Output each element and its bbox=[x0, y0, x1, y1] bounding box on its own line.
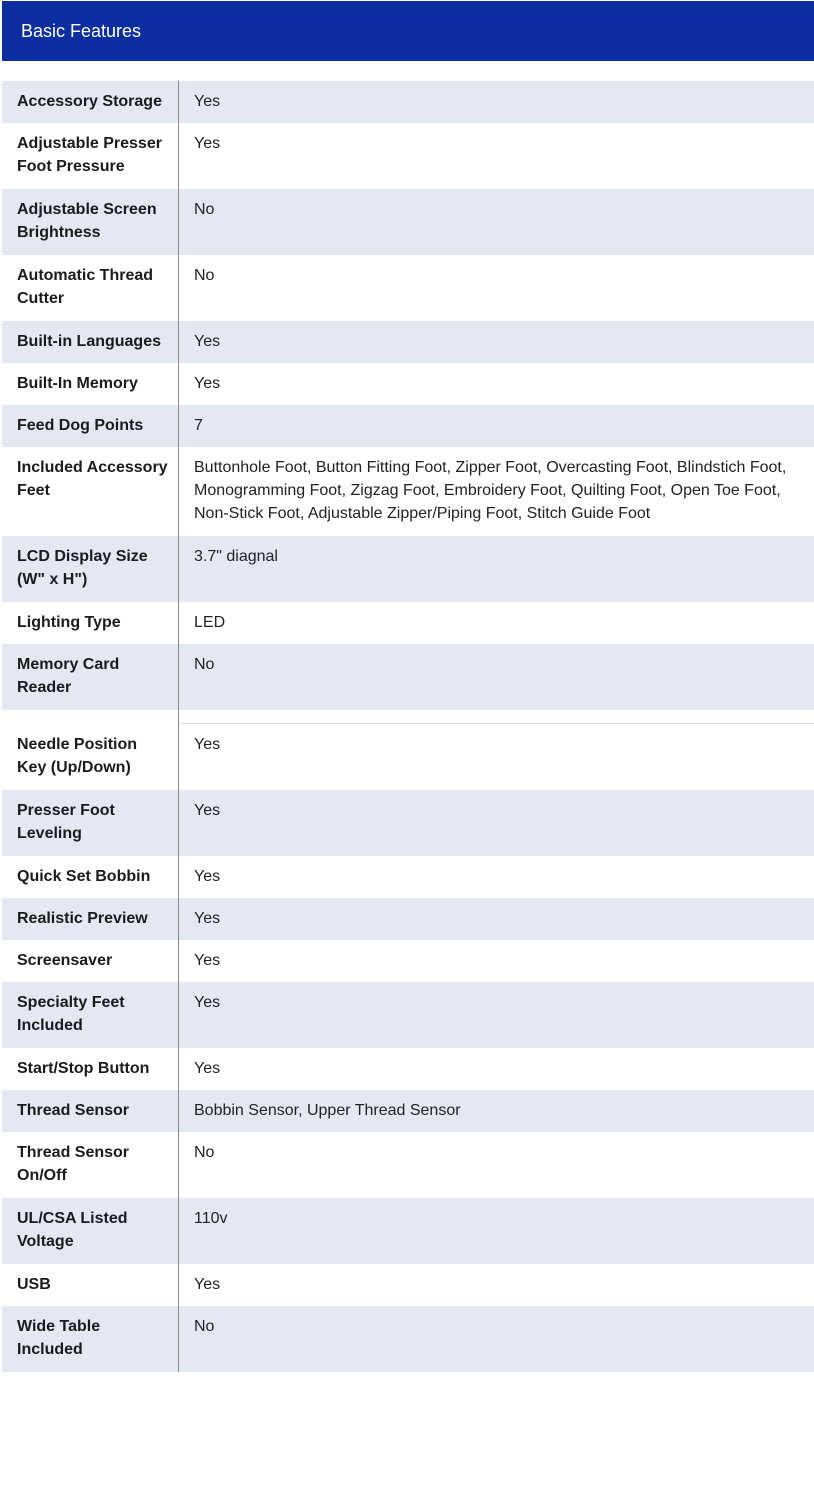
row-label: Realistic Preview bbox=[2, 898, 179, 940]
specifications-table bbox=[2, 81, 814, 1372]
row-value: No bbox=[194, 1144, 215, 1161]
table-row bbox=[2, 1090, 814, 1132]
table-row bbox=[2, 1048, 814, 1090]
row-label: Needle Position Key (Up/Down) bbox=[2, 724, 179, 790]
row-value: No bbox=[194, 656, 215, 673]
row-value: Yes bbox=[194, 1276, 221, 1293]
table-row bbox=[2, 898, 814, 940]
table-row bbox=[2, 602, 814, 644]
table-row bbox=[2, 1264, 814, 1306]
row-value: Yes bbox=[194, 994, 221, 1011]
row-label: Feed Dog Points bbox=[2, 405, 179, 447]
row-value: 110v bbox=[194, 1210, 228, 1227]
row-label: Lighting Type bbox=[2, 602, 179, 644]
section-title: Basic Features bbox=[21, 21, 142, 41]
table-row bbox=[2, 447, 814, 536]
row-value: 7 bbox=[194, 417, 203, 434]
row-label: Automatic Thread Cutter bbox=[2, 255, 179, 321]
row-label: Start/Stop Button bbox=[2, 1048, 179, 1090]
column-divider-gap bbox=[2, 710, 814, 724]
row-label: Built-in Languages bbox=[2, 321, 179, 363]
row-value: No bbox=[194, 267, 215, 284]
row-value: No bbox=[194, 1318, 215, 1335]
row-label: Adjustable Screen Brightness bbox=[2, 189, 179, 255]
row-label: Included Accessory Feet bbox=[2, 447, 179, 536]
table-row bbox=[2, 123, 814, 189]
row-label: Presser Foot Leveling bbox=[2, 790, 179, 856]
table-row bbox=[2, 81, 814, 123]
row-label: Quick Set Bobbin bbox=[2, 856, 179, 898]
table-row bbox=[2, 724, 814, 790]
row-label: Thread Sensor On/Off bbox=[2, 1132, 179, 1198]
table-row bbox=[2, 536, 814, 602]
row-value: Yes bbox=[194, 375, 221, 392]
table-row bbox=[2, 1132, 814, 1198]
row-label: Thread Sensor bbox=[2, 1090, 179, 1132]
row-value: 3.7" diagnal bbox=[194, 548, 278, 565]
table-row bbox=[2, 255, 814, 321]
row-label: Memory Card Reader bbox=[2, 644, 179, 710]
row-value: Buttonhole Foot, Button Fitting Foot, Zipper Foot, Overcasting Foot, Blindstich Foot, Monogramming Foot, Zigzag Foot, Embroidery Foot, Quilting Foot, Open Toe Foot, Non-Stick Foot, Adjustable Zipper/Piping Foot, Stitch Guide Foot bbox=[194, 459, 787, 522]
row-label: Accessory Storage bbox=[2, 81, 179, 123]
table-row bbox=[2, 1198, 814, 1264]
row-value: No bbox=[194, 201, 215, 218]
table-row bbox=[2, 363, 814, 405]
row-label: Specialty Feet Included bbox=[2, 982, 179, 1048]
row-value: Yes bbox=[194, 93, 221, 110]
row-value: Yes bbox=[194, 333, 221, 350]
row-label: UL/CSA Listed Voltage bbox=[2, 1198, 179, 1264]
row-value: LED bbox=[194, 614, 226, 631]
row-value: Yes bbox=[194, 1060, 221, 1077]
table-row bbox=[2, 644, 814, 710]
section-header bbox=[2, 1, 814, 61]
table-row bbox=[2, 405, 814, 447]
row-value: Yes bbox=[194, 802, 221, 819]
row-label: LCD Display Size (W" x H") bbox=[2, 536, 179, 602]
row-value: Yes bbox=[194, 952, 221, 969]
row-label: Built-In Memory bbox=[2, 363, 179, 405]
row-label: Wide Table Included bbox=[2, 1306, 179, 1372]
table-row bbox=[2, 321, 814, 363]
row-value: Yes bbox=[194, 868, 221, 885]
row-label: USB bbox=[2, 1264, 179, 1306]
row-label: Adjustable Presser Foot Pressure bbox=[2, 123, 179, 189]
row-label: Screensaver bbox=[2, 940, 179, 982]
row-value: Yes bbox=[194, 135, 221, 152]
table-row bbox=[2, 856, 814, 898]
table-row bbox=[2, 982, 814, 1048]
table-row bbox=[2, 790, 814, 856]
row-value: Yes bbox=[194, 736, 221, 753]
row-value: Bobbin Sensor, Upper Thread Sensor bbox=[194, 1102, 461, 1119]
row-value: Yes bbox=[194, 910, 221, 927]
table-row bbox=[2, 1306, 814, 1372]
table-row bbox=[2, 189, 814, 255]
table-row bbox=[2, 940, 814, 982]
